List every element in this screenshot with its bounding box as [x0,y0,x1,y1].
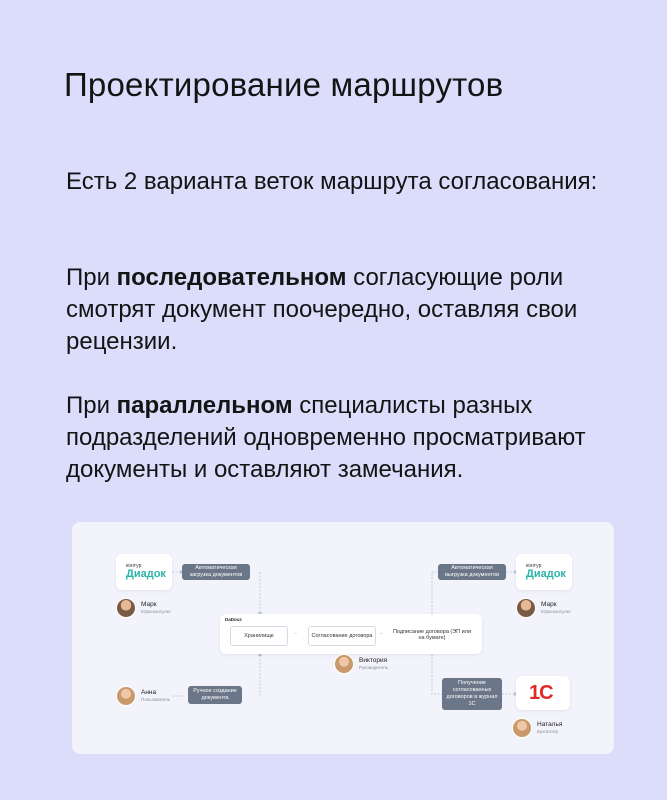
page-title: Проектирование маршрутов [64,66,504,103]
sequential-bold: последовательном [116,264,347,291]
parallel-prefix: При [66,392,117,419]
process-panel [220,614,482,654]
avatar [116,686,136,706]
person-name: Наталья [537,721,563,728]
diadoc-logo-right [516,554,572,590]
person-mark-left [116,598,171,618]
receive-1c-box: Получение согласованных договоров в журнал 1С [442,678,502,710]
intro-text: Есть 2 варианта веток маршрута согласования: [66,168,598,195]
person-name: Марк [541,601,557,608]
person-name: Анна [141,689,157,696]
diadoc-small-text: контур [126,563,142,569]
parallel-paragraph [66,390,646,486]
avatar [512,718,532,738]
diadoc-big-text: Диадок [526,568,566,580]
person-viktoria [334,654,388,674]
auto-upload-box: Автоматическая загрузка документов [182,564,250,580]
person-natalia [512,718,562,738]
sequential-paragraph [66,262,646,358]
manual-create-box: Ручное создание документа [188,686,242,704]
person-role: Юрисконсульт [141,609,171,614]
diadoc-big-text: Диадок [126,568,166,580]
route-diagram-card [72,522,614,754]
one-c-text: 1С [529,682,553,704]
person-name: Марк [141,601,157,608]
avatar [516,598,536,618]
person-role: Пользователь [141,697,171,702]
step-signing: Подписание договора (ЭП или на бумаге) [390,626,474,644]
person-role: Бухгалтер [537,729,559,734]
diadoc-logo-left [116,554,172,590]
connector-process-receive [432,654,442,694]
person-role: Юрисконсульт [541,609,571,614]
person-name: Виктория [359,657,388,664]
avatar [334,654,354,674]
auto-download-box: Автоматическая выгрузка документов [438,564,506,580]
step-arrow: → [378,630,384,636]
diadoc-small-text: контур [526,563,542,569]
step-storage: Хранилище [230,626,288,646]
parallel-bold: параллельном [116,392,293,419]
person-anna [116,686,170,706]
person-mark-right [516,598,571,618]
avatar [116,598,136,618]
person-role: Руководитель [359,665,388,670]
connector-process-download [432,572,437,614]
dadocs-brand: DаDоcs [225,617,242,622]
parallel-suffix: специалисты разных подразделений одновременно просматривают документы и оставляют замечания. [66,392,586,483]
one-c-logo [516,676,570,710]
step-arrow: → [292,630,298,636]
sequential-suffix: согласующие роли смотрят документ поочередно, оставляя свои рецензии. [66,264,578,355]
sequential-prefix: При [66,264,117,291]
step-approval: Согласование договора [308,626,376,646]
